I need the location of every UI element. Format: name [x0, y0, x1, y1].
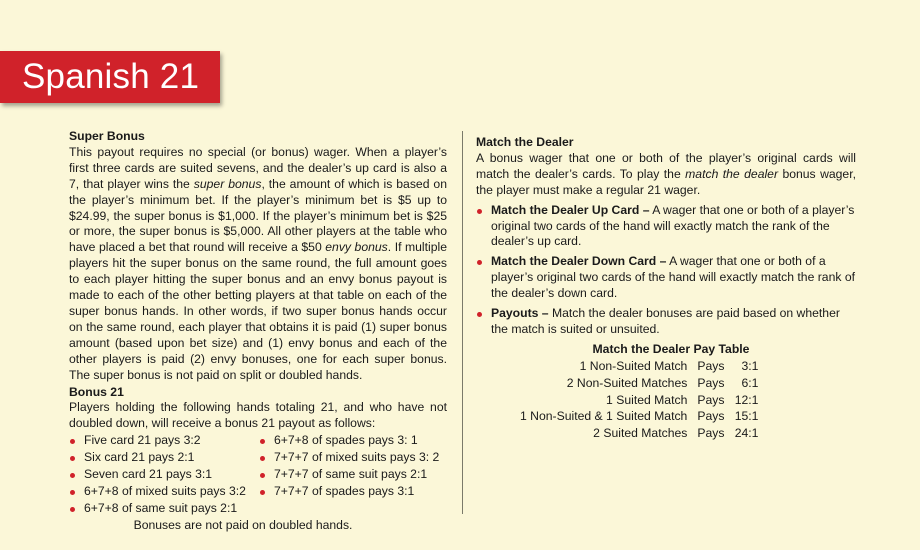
list-item: 7+7+7 of spades pays 3:1 — [259, 484, 449, 501]
list-item — [476, 306, 856, 338]
super-bonus-body: This payout requires no special (or bonus) wager. When a player’s first three cards are suited sevens, and the dealer’s up card is also a 7, that player wins the super bonus, the amount of which is based on the player’s minimum bet. If the player’s minimum bet is $5 up to $24.99, the super bonus is $1,000. If the player’s minimum bet is $25 or more, the super bonus is $5,000. All other players at the table who have placed a bet that round will receive a $50 envy bonus. If multiple players hit the super bonus on the same round, the full amount goes to each player hitting the super bonus and an envy bonus payout is made to each of the other betting players at that table on each of the super bonus hands. In other words, if two super bonus hands occur on the same round, each player that obtains it is paid (1) super bonus amount (based upon bet size) and (1) envy bonus and each of the other players is paid (2) envy bonuses, one for each super bonus. The super bonus is not paid on split or doubled hands. — [69, 144, 447, 382]
pay-label: 1 Suited Match — [606, 392, 688, 407]
table-row — [520, 392, 758, 409]
table-row — [520, 375, 758, 392]
left-column — [69, 129, 447, 534]
title-banner — [0, 51, 220, 103]
page-title: Spanish 21 — [22, 57, 200, 96]
pay-label: 2 Non-Suited Matches — [566, 375, 688, 390]
pay-table-title: Match the Dealer Pay Table — [592, 341, 750, 356]
match-dealer-list — [476, 203, 856, 338]
bonus21-note: Bonuses are not paid on doubled hands. — [133, 517, 353, 532]
column-divider — [462, 131, 463, 514]
match-dealer-intro: A bonus wager that one or both of the player’s original cards will match the dealer’s cards. To play the match the dealer bonus wager, the player must make a regular 21 wager. — [476, 150, 856, 197]
list-item-label: Match the Dealer Up Card – — [491, 202, 650, 217]
list-item — [476, 254, 856, 302]
pay-word: Pays — [697, 375, 725, 390]
list-item-text: Match the dealer bonuses are paid based on whether the match is suited or unsuited. — [491, 306, 840, 336]
table-row — [520, 426, 758, 443]
list-item-text: A wager that one or both of a player’s original two cards of the hand will exactly match the rank of the dealer’s up card. — [491, 202, 855, 249]
list-item-label: Payouts – — [491, 306, 549, 321]
bonus21-intro: Players holding the following hands totaling 21, and who have not doubled down, will receive a bonus 21 payout as follows: — [69, 400, 447, 431]
list-item: 7+7+7 of mixed suits pays 3: 2 — [259, 450, 449, 467]
list-item: 6+7+8 of mixed suits pays 3:2 — [69, 484, 259, 501]
list-item: Five card 21 pays 3:2 — [69, 433, 259, 450]
pay-value: 3:1 — [741, 359, 759, 374]
list-item: 6+7+8 of same suit pays 2:1 — [69, 501, 259, 518]
pay-word: Pays — [697, 359, 725, 374]
pay-word: Pays — [697, 392, 725, 407]
pay-value: 24:1 — [734, 425, 759, 440]
table-row — [520, 409, 758, 426]
list-item — [476, 203, 856, 251]
list-item: 6+7+8 of spades pays 3: 1 — [259, 433, 449, 450]
list-item: Seven card 21 pays 3:1 — [69, 467, 259, 484]
pay-label: 1 Non-Suited Match — [579, 359, 688, 374]
table-row — [520, 359, 758, 376]
right-column — [476, 135, 856, 442]
bonus21-heading: Bonus 21 — [69, 384, 124, 399]
list-item: 7+7+7 of same suit pays 2:1 — [259, 467, 449, 484]
super-bonus-heading: Super Bonus — [69, 129, 145, 143]
pay-label: 2 Suited Matches — [593, 425, 688, 440]
pay-label: 1 Non-Suited & 1 Suited Match — [520, 409, 688, 424]
pay-value: 6:1 — [741, 375, 759, 390]
pay-table — [520, 359, 758, 442]
match-dealer-heading: Match the Dealer — [476, 135, 574, 149]
list-item: Six card 21 pays 2:1 — [69, 450, 259, 467]
pay-value: 12:1 — [734, 392, 759, 407]
pay-word: Pays — [697, 425, 725, 440]
pay-word: Pays — [697, 409, 725, 424]
list-item-text: A wager that one or both of a player’s original two cards of the hand will exactly match the rank of the dealer’s down card. — [491, 254, 856, 301]
pay-value: 15:1 — [734, 409, 759, 424]
bonus21-list — [69, 433, 447, 517]
list-item-label: Match the Dealer Down Card – — [491, 254, 667, 269]
